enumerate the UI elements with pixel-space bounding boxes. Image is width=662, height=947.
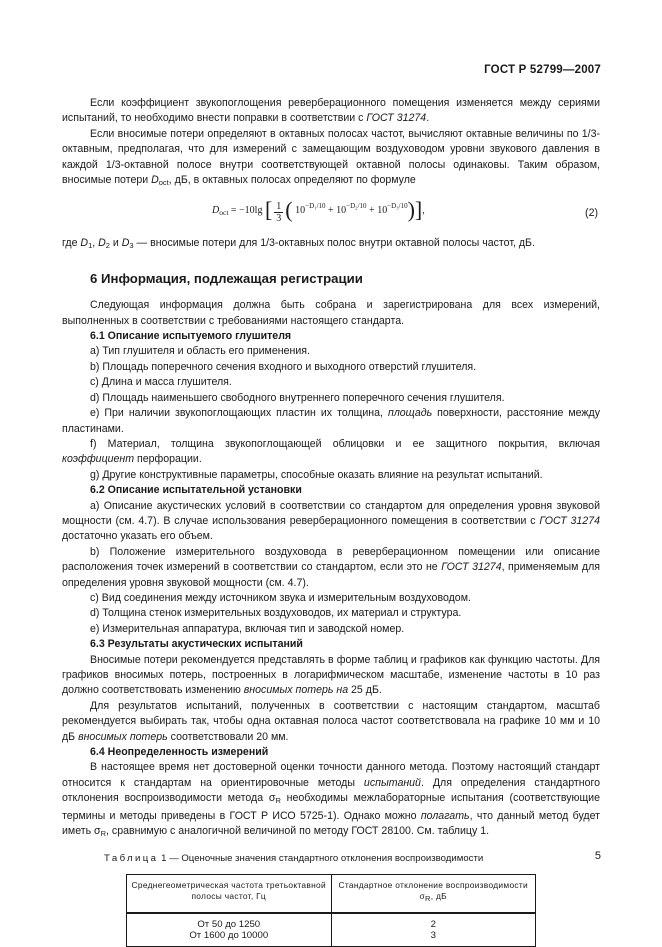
- item-6-1-a: a) Тип глушителя и область его применения.: [90, 345, 310, 358]
- item-6-2-e: e) Измерительная аппаратура, включая тип и заводской номер.: [90, 622, 405, 635]
- table-cell-value: 2 3: [331, 913, 536, 947]
- item-6-2-b: b) Положение измерительного воздуховода в реверберационном помещении или описание расположения точек измерений в соответствии со стандартом, если это не ГОСТ 31274, применяемым для определения уровня звуковой мощности (см. 4.7).: [62, 545, 601, 589]
- subsection-6-3-title: 6.3 Результаты акустических испытаний: [90, 638, 303, 651]
- item-6-1-b: b) Площадь поперечного сечения входного и выходного отверстий глушителя.: [90, 360, 477, 373]
- paragraph-6-4: В настоящее время нет достоверной оценки точности данного метода. Поэтому настоящий стандарт относится к стандартам на ориентировочные методы испытаний. Для определения стандартного отклонения воспроизводимости метода $\sigma_R$ необходимы межлабораторные испытания (соответствующие термины и методы приведены в ГОСТ Р ИСО 5725-1). Однако можно полагать, что данный метод будет иметь $\sigma_R$, сравнимую с аналогичной величиной по методу ГОСТ 28100. См. таблицу 1.: [62, 761, 601, 839]
- table-cell-range: От 50 до 1250 От 1600 до 10000: [127, 913, 332, 947]
- table-row: [127, 913, 536, 947]
- formula-fraction: $\frac{1}{3}$: [276, 201, 282, 225]
- item-6-2-d: d) Толщина стенок измерительных воздуховодов, их материал и структура.: [90, 607, 462, 620]
- paragraph-6-3-1: Вносимые потери рекомендуется представлять в форме таблиц и графиков как функцию частоты. Для графиков вносимых потерь, построенных в логарифмическом масштабе, изменение частоты в 10 раз должно соответствовать изменению вносимых потерь на 25 дБ.: [62, 653, 600, 697]
- item-6-1-d: d) Площадь наименьшего свободного внутреннего поперечного сечения глушителя.: [90, 391, 505, 404]
- table-col-frequency-header: Среднегеометрическая частота третьоктавной полосы частот, Гц: [127, 874, 332, 913]
- intro-paragraph-2: Если вносимые потери определяют в октавных полосах частот, вычисляют октавные величины по 1/3-октавным, предполагая, что для измерений с замещающим воздуховодом уровни звукового давления в каждой 1/3-октавной полосе внутри соответствующей октавной полосы одинаковы. Таким образом, вносимые потери $D_{oct}$, дБ, в октавных полосах определяют по формуле: [62, 127, 600, 188]
- page-body: [62, 96, 600, 947]
- table-col-deviation-header: Стандартное отклонение воспроизводимости $\sigma_R$, дБ: [331, 874, 536, 913]
- intro-paragraph-1: Если коэффициент звукопоглощения реверберационного помещения изменяется между сериями испытаний, то необходимо внести поправки в соответствии с ГОСТ 31274.: [62, 97, 600, 125]
- item-6-1-e: e) При наличии звукопоглощающих пластин их толщина, площадь поверхности, расстояние между пластинами.: [62, 407, 600, 435]
- formula-where: где $D_1$, $D_2$ и $D_3$ — вносимые потери для 1/3-октавных полос внутри октавной полосы частот, дБ.: [62, 237, 535, 251]
- subsection-6-4-title: 6.4 Неопределенность измерений: [90, 746, 269, 759]
- table-header-row: [127, 874, 536, 913]
- formula-expression: $D_{oct} = -10\lg$ [ $\frac{1}{3}$( $10^{-D_1/10} + 10^{-D_2/10} + 10^{-D_3/10}$)],: [212, 197, 425, 225]
- section-6-title: 6 Информация, подлежащая регистрации: [90, 270, 363, 286]
- item-6-1-c: c) Длина и масса глушителя.: [90, 376, 232, 389]
- table-1-caption: Таблица 1 — Оценочные значения стандартного отклонения воспроизводимости: [104, 853, 484, 865]
- page-number: 5: [594, 850, 601, 862]
- item-6-1-g: g) Другие конструктивные параметры, способные оказать влияние на результат испытаний.: [90, 468, 543, 481]
- item-6-1-f: f) Материал, толщина звукопоглощающей облицовки и ее защитного покрытия, включая коэффициент перфорации.: [62, 437, 600, 466]
- section-6-intro: Следующая информация должна быть собрана и зарегистрирована для всех измерений, выполненных в соответствии с требованиями настоящего стандарта.: [62, 299, 600, 327]
- subsection-6-2-title: 6.2 Описание испытательной установки: [90, 484, 302, 497]
- item-6-2-a: a) Описание акустических условий в соответствии со стандартом для определения уровня звуковой мощности (см. 4.7). В случае использования реверберационного помещения в соответствии с ГОСТ 31274 достаточно указать его объем.: [62, 499, 600, 543]
- standard-header: ГОСТ Р 52799—2007: [484, 64, 601, 76]
- paragraph-6-3-2: Для результатов испытаний, полученных в соответствии с настоящим стандартом, масштаб рекомендуется выбирать так, чтобы одна октавная полоса частот соответствовала на графике 10 мм и 10 дБ вносимых потерь соответствовали 20 мм.: [62, 699, 600, 743]
- item-6-2-c: c) Вид соединения между источником звука и измерительным воздуховодом.: [90, 591, 471, 604]
- subsection-6-1-title: 6.1 Описание испытуемого глушителя: [90, 330, 292, 343]
- formula-2: [62, 193, 600, 233]
- formula-number: (2): [585, 207, 598, 220]
